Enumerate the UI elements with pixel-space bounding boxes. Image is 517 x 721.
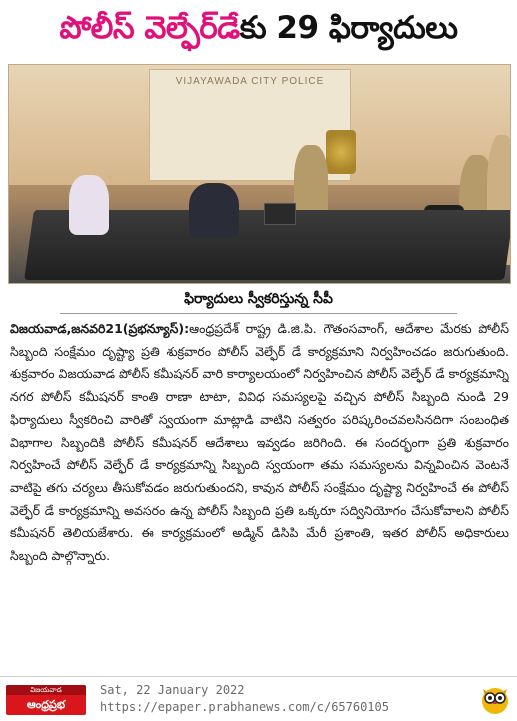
photo-person (189, 183, 239, 238)
photo-monitor (264, 203, 296, 225)
epaper-link[interactable]: https://epaper.prabhanews.com/c/65760105 (100, 700, 389, 714)
logo-edition: విజయవాడ (6, 685, 86, 695)
headline (0, 0, 517, 62)
photo-person (69, 175, 109, 235)
article-dateline: విజయవాడ,జనవరి21(ప్రభన్యూస్): (10, 321, 190, 336)
photo-caption: ఫిర్యాదులు స్వీకరిస్తున్న సీపీ (184, 291, 333, 307)
epaper-footer (0, 676, 517, 721)
article-body (10, 318, 509, 670)
headline-highlight: పోలీస్ వెల్ఫేర్‌డే (59, 9, 240, 46)
headline-rest: కు 29 ఫిర్యాదులు (239, 9, 458, 46)
publication-logo[interactable] (6, 685, 86, 715)
owl-icon (479, 681, 511, 715)
photo-banner-text: VIJAYAWADA CITY POLICE (175, 76, 325, 87)
edition-date: Sat, 22 January 2022 (100, 683, 245, 697)
emblem-icon (326, 130, 356, 174)
news-photo (8, 64, 511, 284)
logo-title: ఆంధ్రప్రభ (26, 698, 66, 711)
article-text: ఆంధ్రప్రదేశ్ రాష్ట్ర డి.జి.పి. గౌతంసవాంగ్, ఆదేశాల మేరకు పోలీస్ సిబ్బంది సంక్షేమం దృష్ట్యా ప్రతి శుక్రవారం పోలీస్ వెల్ఫేర్ డే కార్యక్రమాని నిర్వహించడం జరుగుతుంది. శుక్రవారం విజయవాడ పోలీస్ కమీషనర్ వారి కార్యాలయంలో నిర్వహించిన పోలీస్ వెల్ఫేర్ డే కార్యక్రమాన్ని నగర పోలీస్ కమీషనర్ కాంతి రాణా టాటా, వివిధ సమస్యలపై వచ్చిన పోలీస్ సిబ్బంది నుండి 29 ఫిర్యాదులు స్వీకరించి వారితో స్వయంగా మాట్లాడి వాటిని సత్వరం పరిష్కరించవలసినదిగా సంబంధిత విభాగాల సిబ్బందికి పోలీస్ కమీషనర్ ఆదేశాలు ఇవ్వడం జరిగింది. ఈ సందర్భంగా ప్రతి శుక్రవారం నిర్వహించే పోలీస్ వెల్ఫేర్ డే కార్యక్రమాన్ని సిబ్బంది స్వయంగా తమ సమస్యలను విన్నవించిన వెంటనే వాటిపై తగు చర్యలు తీసుకోవడం జరుగుతుందని, కావున పోలీస్ సంక్షేమం దృష్ట్యా నిర్వహించే ఈ పోలీస్ వెల్ఫేర్ డే కార్యక్రమాన్ని అవసరం ఉన్న పోలీస్ సిబ్బంది ప్రతి ఒక్కరూ సద్వినియోగం చేసుకోవాలని పోలీస్ కమీషనర్ తెలియజేశారు. ఈ కార్యక్రమంలో అడ్మిన్ డిసిపి మేరీ ప్రశాంతి, ఇతర పోలీస్ అధికారులు సిబ్బంది పాల్గొన్నారు. (10, 321, 509, 564)
caption-divider (60, 313, 457, 314)
